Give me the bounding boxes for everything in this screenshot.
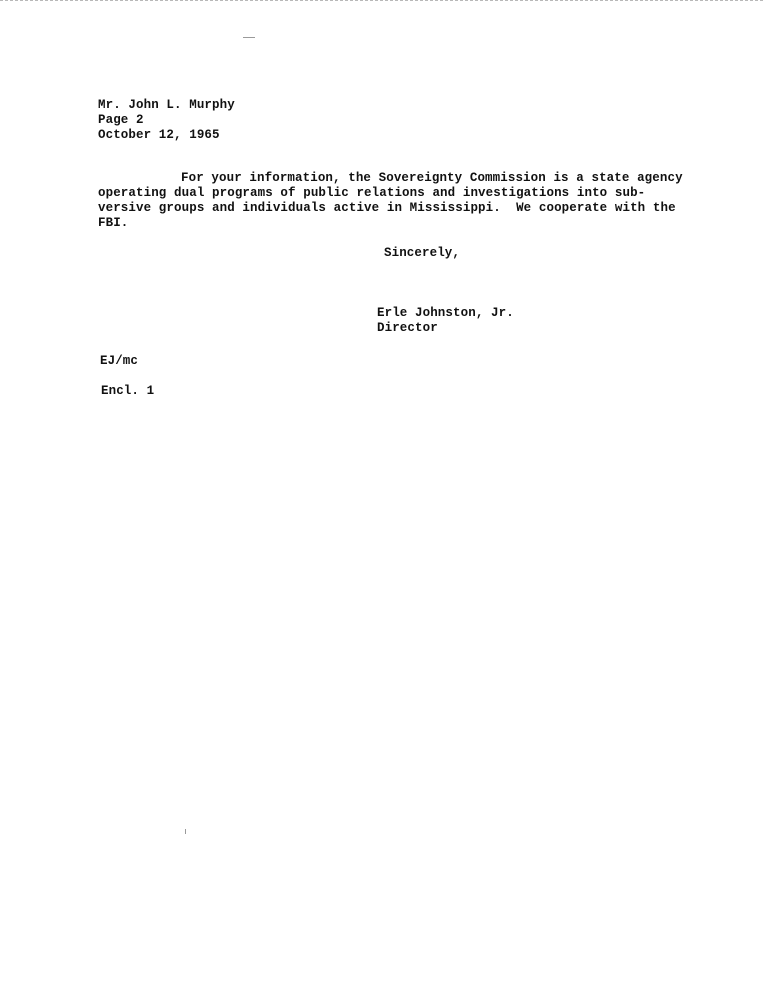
scan-speck (185, 829, 186, 834)
page-top-border (0, 0, 763, 1)
enclosure-note: Encl. 1 (101, 384, 155, 398)
scan-speck (243, 37, 255, 38)
page-number: Page 2 (98, 113, 144, 127)
recipient-name: Mr. John L. Murphy (98, 98, 235, 112)
body-line-1: For your information, the Sovereignty Commission is a state agency (181, 171, 683, 185)
typist-initials: EJ/mc (100, 354, 139, 368)
body-line-3: versive groups and individuals active in Mississippi. We cooperate with the (98, 201, 676, 215)
signer-title: Director (377, 321, 438, 335)
closing-salutation: Sincerely, (384, 246, 461, 260)
body-line-2: operating dual programs of public relations and investigations into sub- (98, 186, 646, 200)
letter-date: October 12, 1965 (98, 128, 220, 142)
body-line-4: FBI. (98, 216, 129, 230)
signer-name: Erle Johnston, Jr. (377, 306, 514, 320)
